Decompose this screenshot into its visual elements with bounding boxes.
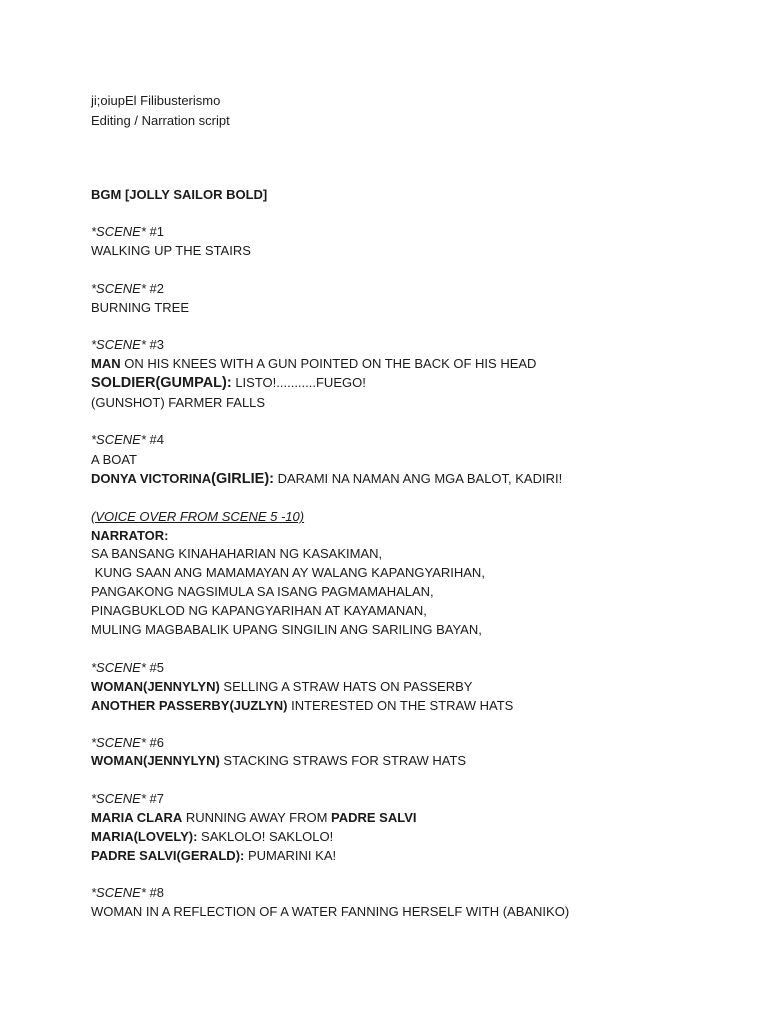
document-subtitle: Editing / Narration script (91, 113, 230, 128)
scene-8-line-1: WOMAN IN A REFLECTION OF A WATER FANNING HERSELF WITH (ABANIKO) (91, 904, 570, 919)
scene-heading-7: *SCENE* #7 (91, 791, 164, 806)
scene-heading-8: *SCENE* #8 (91, 885, 164, 900)
scene-7-line-3: PADRE SALVI(GERALD): PUMARINI KA! (91, 848, 337, 863)
scene-6-line-1: WOMAN(JENNYLYN) STACKING STRAWS FOR STRAW HATS (91, 753, 467, 768)
scene-heading-2: *SCENE* #2 (91, 281, 164, 296)
narrator-label: NARRATOR: (91, 528, 169, 543)
narration-line: PANGAKONG NAGSIMULA SA ISANG PAGMAMAHALAN, (91, 584, 434, 599)
voice-over-heading: (VOICE OVER FROM SCENE 5 -10) (91, 509, 305, 524)
scene-4-line-2: DONYA VICTORINA(GIRLIE): DARAMI NA NAMAN ANG MGA BALOT, KADIRI! (91, 471, 563, 487)
document-title: ji;oiupEl Filibusterismo (91, 93, 221, 108)
scene-5-line-1: WOMAN(JENNYLYN) SELLING A STRAW HATS ON PASSERBY (91, 679, 473, 694)
bgm-line: BGM [JOLLY SAILOR BOLD] (91, 187, 268, 202)
scene-1-line: WALKING UP THE STAIRS (91, 243, 251, 258)
narration-line: PINAGBUKLOD NG KAPANGYARIHAN AT KAYAMANAN, (91, 603, 427, 618)
scene-3-line-1: MAN ON HIS KNEES WITH A GUN POINTED ON THE BACK OF HIS HEAD (91, 356, 537, 371)
scene-4-line-1: A BOAT (91, 452, 137, 467)
narration-line: KUNG SAAN ANG MAMAMAYAN AY WALANG KAPANGYARIHAN, (91, 565, 485, 580)
narration-line: SA BANSANG KINAHAHARIAN NG KASAKIMAN, (91, 546, 383, 561)
scene-heading-3: *SCENE* #3 (91, 337, 164, 352)
scene-2-line: BURNING TREE (91, 300, 189, 315)
scene-heading-4: *SCENE* #4 (91, 432, 164, 447)
scene-heading-5: *SCENE* #5 (91, 660, 164, 675)
scene-heading-1: *SCENE* #1 (91, 224, 164, 239)
narration-line: MULING MAGBABALIK UPANG SINGILIN ANG SARILING BAYAN, (91, 622, 482, 637)
scene-5-line-2: ANOTHER PASSERBY(JUZLYN) INTERESTED ON THE STRAW HATS (91, 698, 514, 713)
scene-3-line-3: (GUNSHOT) FARMER FALLS (91, 395, 266, 410)
scene-7-line-1: MARIA CLARA RUNNING AWAY FROM PADRE SALVI (91, 810, 417, 825)
scene-7-line-2: MARIA(LOVELY): SAKLOLO! SAKLOLO! (91, 829, 334, 844)
scene-3-line-2: SOLDIER(GUMPAL): LISTO!...........FUEGO! (91, 375, 366, 391)
scene-heading-6: *SCENE* #6 (91, 735, 164, 750)
